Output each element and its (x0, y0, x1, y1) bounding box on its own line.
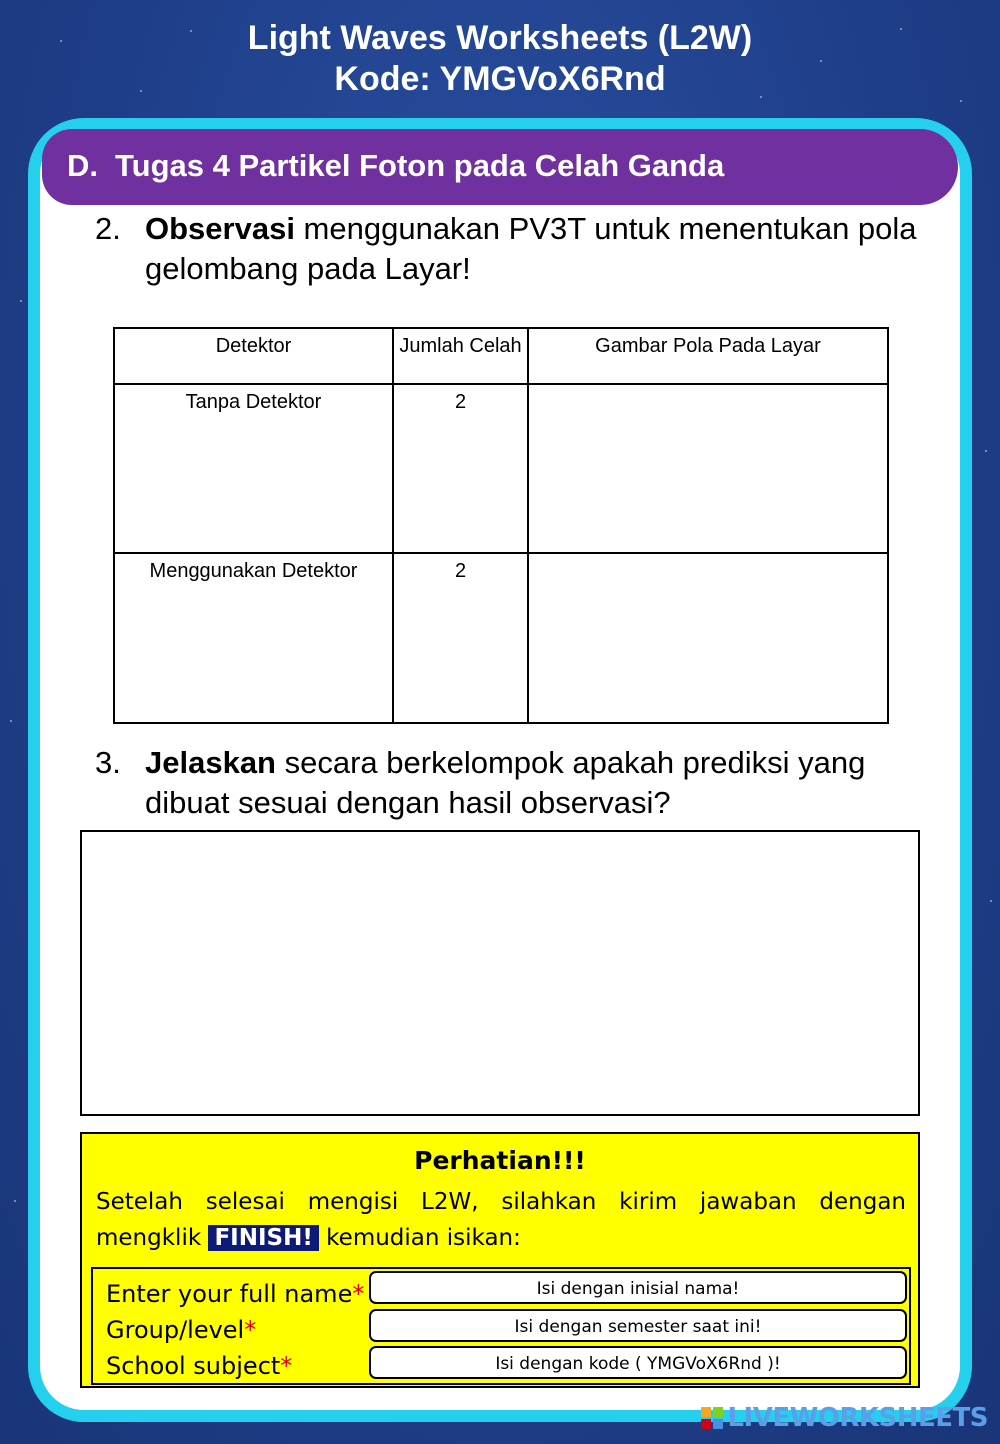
table-row (114, 384, 888, 553)
observation-table (113, 327, 889, 724)
form-label-text: Group/level (106, 1316, 245, 1344)
form-label-text: School subject (106, 1352, 281, 1380)
form-label-text: Enter your full name (106, 1280, 353, 1308)
table-header-row (114, 328, 888, 384)
form-label-group-level (106, 1315, 256, 1345)
form-label-full-name (106, 1279, 364, 1309)
logo-text: LIVEWORKSHEETS (727, 1403, 988, 1433)
form-label-school-subject (106, 1351, 292, 1381)
question-text (145, 743, 925, 823)
cell-detektor: Tanpa Detektor (114, 384, 393, 553)
question-2 (95, 209, 935, 289)
cell-detektor: Menggunakan Detektor (114, 553, 393, 723)
worksheet-code: Kode: YMGVoX6Rnd (334, 60, 666, 98)
section-title: Tugas 4 Partikel Foton pada Celah Ganda (115, 148, 725, 183)
section-heading (42, 129, 958, 205)
submission-form (91, 1267, 911, 1385)
header-detektor: Detektor (114, 328, 393, 384)
cell-gambar-pola-input[interactable] (528, 384, 888, 553)
required-asterisk: * (352, 1280, 365, 1308)
question-3 (95, 743, 925, 823)
cell-gambar-pola-input[interactable] (528, 553, 888, 723)
cell-jumlah-celah: 2 (393, 384, 528, 553)
answer-textbox[interactable] (80, 830, 920, 1116)
worksheet-title: Light Waves Worksheets (L2W) (247, 19, 753, 57)
required-asterisk: * (244, 1316, 257, 1344)
required-asterisk: * (280, 1352, 293, 1380)
notice-text-after: kemudian isikan: (318, 1225, 521, 1251)
notice-text (96, 1184, 906, 1256)
section-letter: D. (67, 148, 98, 183)
worksheet-header (0, 18, 1000, 100)
notice-title: Perhatian!!! (414, 1146, 586, 1175)
cell-jumlah-celah: 2 (393, 553, 528, 723)
header-jumlah-celah: Jumlah Celah (393, 328, 528, 384)
finish-badge: FINISH! (208, 1225, 318, 1251)
question-text (145, 209, 935, 289)
question-keyword: Jelaskan (145, 745, 276, 780)
question-body: secara berkelompok apakah prediksi yang dibuat sesuai dengan hasil observasi? (145, 745, 866, 820)
school-subject-field[interactable]: Isi dengan kode ( YMGVoX6Rnd )! (369, 1346, 907, 1379)
question-body: menggunakan PV3T untuk menentukan pola gelombang pada Layar! (145, 211, 917, 286)
notice-text-before: Setelah selesai mengisi L2W, silahkan kirim jawaban dengan mengklik (96, 1189, 906, 1251)
liveworksheets-logo (701, 1403, 988, 1433)
group-level-field[interactable]: Isi dengan semester saat ini! (369, 1309, 907, 1342)
notice-box (80, 1132, 920, 1388)
logo-blocks-icon (701, 1407, 723, 1429)
header-gambar-pola: Gambar Pola Pada Layar (528, 328, 888, 384)
question-number: 3. (95, 745, 121, 780)
table-row (114, 553, 888, 723)
question-keyword: Observasi (145, 211, 295, 246)
question-number: 2. (95, 211, 121, 246)
full-name-field[interactable]: Isi dengan inisial nama! (369, 1271, 907, 1304)
